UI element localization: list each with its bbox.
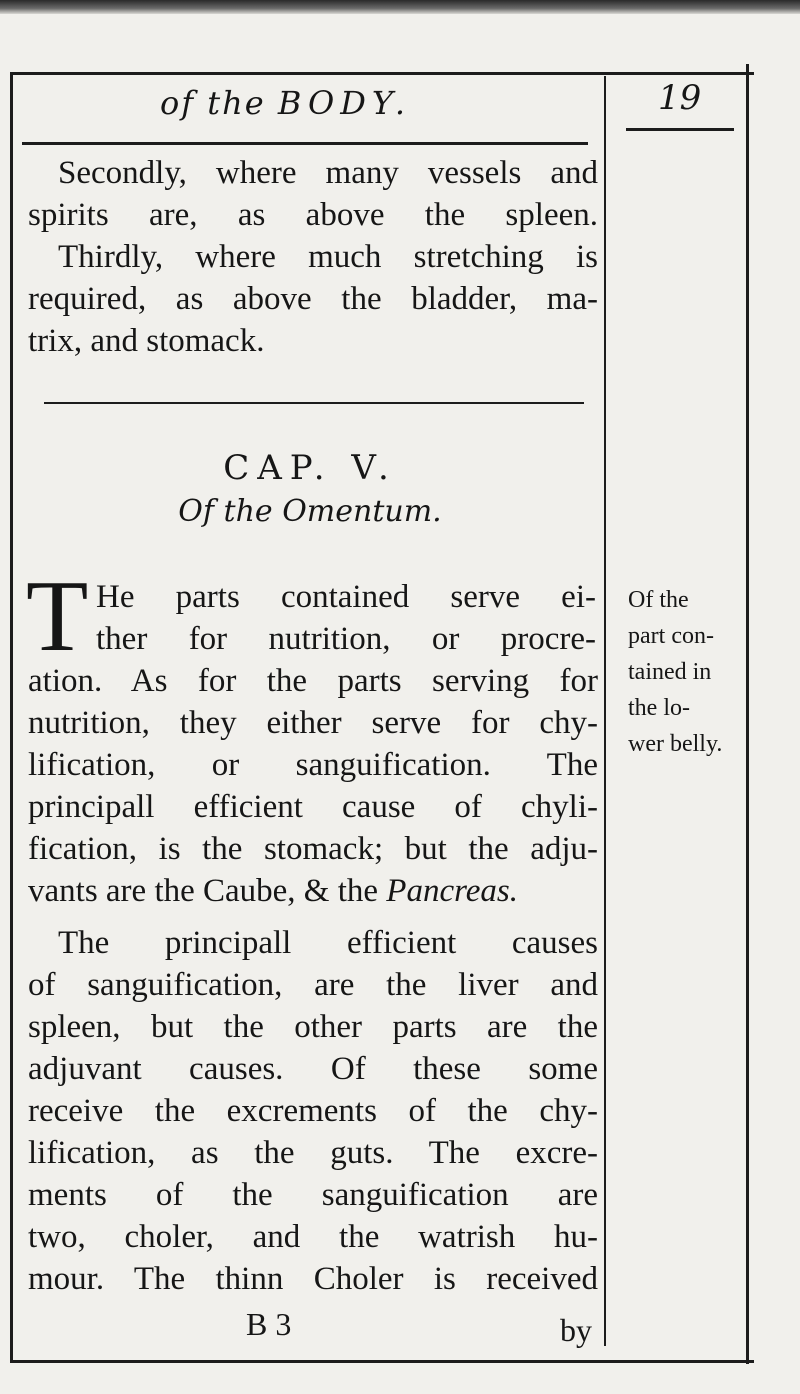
- running-head-prefix: of the: [160, 84, 266, 122]
- paragraph-2: [28, 922, 598, 1300]
- text-line: principall efficient cause of chyli-: [28, 789, 598, 825]
- section-divider: [44, 402, 584, 404]
- text-line: lification, as the guts. The excre-: [28, 1135, 598, 1171]
- text-line: Secondly, where many vessels and: [58, 155, 598, 191]
- margin-note: [628, 582, 722, 762]
- margin-note-line: tained in: [628, 659, 712, 685]
- text-line: lification, or sanguification. The: [28, 747, 598, 783]
- margin-column-rule: [604, 76, 606, 1346]
- text-line: mour. The thinn Choler is received: [28, 1261, 598, 1297]
- bottom-frame-rule: [10, 1360, 754, 1363]
- left-frame-rule: [10, 72, 13, 1362]
- page-number: 19: [658, 78, 702, 118]
- drop-cap: T: [26, 560, 89, 673]
- text-line: required, as above the bladder, ma-: [28, 281, 598, 317]
- text-line: spirits are, as above the spleen.: [28, 197, 598, 233]
- text-line: ther for nutrition, or procre-: [96, 621, 596, 657]
- margin-note-line: wer belly.: [628, 731, 723, 757]
- text-line: of sanguification, are the liver and: [28, 967, 598, 1003]
- text-line: fication, is the stomack; but the adju-: [28, 831, 598, 867]
- italic-term: Pancreas.: [386, 873, 518, 909]
- top-frame-rule: [10, 72, 754, 75]
- text-line: nutrition, they either serve for chy-: [28, 705, 598, 741]
- text-line: ation. As for the parts serving for: [28, 663, 598, 699]
- text-line: He parts contained serve ei-: [96, 579, 596, 615]
- margin-note-line: part con-: [628, 623, 714, 649]
- paragraph-1: [28, 660, 598, 912]
- chapter-title: CAP. V.: [223, 448, 397, 488]
- margin-head-underline: [626, 128, 734, 131]
- text-line: two, choler, and the watrish hu-: [28, 1219, 598, 1255]
- margin-note-line: Of the: [628, 587, 689, 613]
- section-top-text: [28, 152, 598, 362]
- text-line: adjuvant causes. Of these some: [28, 1051, 598, 1087]
- head-underline: [22, 142, 588, 145]
- margin-note-line: the lo-: [628, 695, 690, 721]
- text-line: receive the excrements of the chy-: [28, 1093, 598, 1129]
- text-line: trix, and stomack.: [28, 323, 265, 359]
- text-line: The principall efficient causes: [58, 925, 598, 961]
- right-frame-rule: [746, 64, 749, 1364]
- text-line: [28, 870, 598, 912]
- page-edge-shadow: [0, 0, 800, 14]
- text-line: Thirdly, where much stretching is: [58, 239, 598, 275]
- running-head-word: BODY.: [277, 84, 412, 122]
- signature-mark: B 3: [246, 1306, 292, 1342]
- running-head: [160, 84, 411, 122]
- paragraph-1-opening: [96, 576, 596, 660]
- text-line: spleen, but the other parts are the: [28, 1009, 598, 1045]
- text-line: ments of the sanguification are: [28, 1177, 598, 1213]
- catchword: by: [560, 1312, 592, 1348]
- text-fragment: vants are the Caube, & the: [28, 873, 387, 909]
- chapter-subtitle: Of the Omentum.: [178, 494, 442, 529]
